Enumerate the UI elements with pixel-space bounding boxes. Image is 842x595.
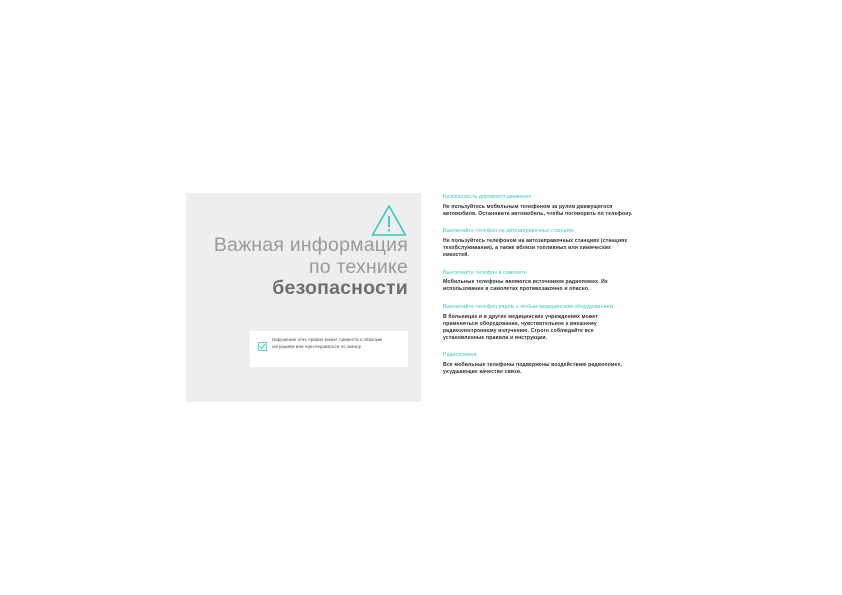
section-heading: Выключайте телефон рядом с любым медицинским оборудованием: [443, 303, 614, 310]
cover-panel: [186, 193, 421, 402]
section-body: В больницах и в других медицинских учреждениях может применяться оборудование, чувствительное к внешнему радиоэлектронному излучению. Строго соблюдайте все установленные правила и инструкции.: [443, 313, 598, 341]
section-heading: Безопасность дорожного движения: [443, 194, 532, 200]
warning-triangle-icon: [371, 204, 407, 237]
safety-section: [443, 352, 633, 376]
warning-note-box: [250, 331, 408, 367]
page-title-line-1: Важная: [213, 234, 285, 256]
section-body: Мобильные телефоны являются источником радиопомех. Их использование в самолетах противозаконно и опасно.: [443, 279, 608, 293]
page-title-line-4: безопасности: [272, 277, 408, 299]
safety-section: [443, 270, 633, 294]
safety-section: [443, 228, 633, 259]
page-title-line-3: по технике: [309, 255, 408, 278]
page-title: [198, 235, 408, 300]
safety-sections: [443, 194, 633, 387]
section-body: Все мобильные телефоны подвержены воздействию радиопомех, ухудшающих качество связи.: [443, 362, 623, 376]
section-heading: Выключайте телефон в самолете: [443, 269, 527, 276]
section-heading: Выключайте телефон на автозаправочных станциях: [443, 228, 574, 235]
section-heading: Радиопомехи: [443, 352, 477, 359]
section-body: Не пользуйтесь мобильным телефоном за рулем движущегося автомобиля. Остановите автомобиль, чтобы поговорить по телефону.: [443, 203, 633, 217]
safety-section: [443, 194, 633, 218]
page-title-line-2: информация: [289, 234, 408, 256]
section-body: Не пользуйтесь телефоном на автозаправочных станциях (станциях техобслуживания), а также вблизи топливных или химических емкостей.: [443, 237, 628, 259]
safety-section: [443, 304, 633, 342]
checkbox-checked-icon: [258, 338, 267, 347]
warning-note-text: Нарушение этих правил может привести к опасным ситуациям или преследоваться по закону.: [272, 337, 383, 349]
